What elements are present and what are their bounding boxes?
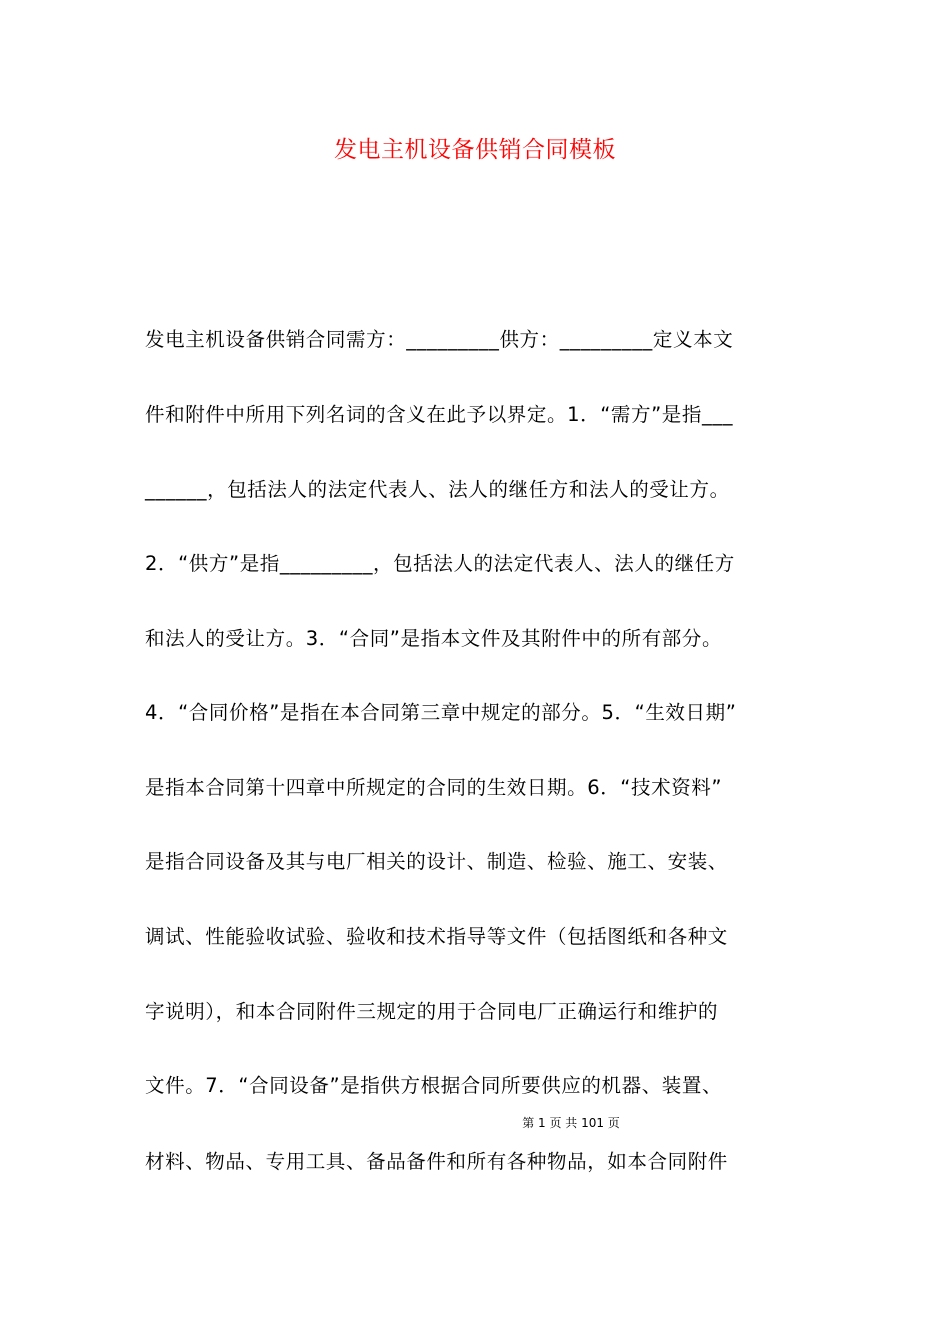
document-title: 发电主机设备供销合同模板 [334,137,616,163]
body-text-line: 2．“供方”是指_________，包括法人的法定代表人、法人的继任方 [145,552,735,575]
body-text-line: 材料、物品、专用工具、备品备件和所有各种物品，如本合同附件 [145,1150,728,1173]
body-text-line: 发电主机设备供销合同需方：_________供方：_________定义本文 [145,328,734,351]
page-number-footer: 第 1 页 共 101 页 [522,1116,620,1130]
body-text-line: 调试、性能验收试验、验收和技术指导等文件（包括图纸和各种文 [145,925,728,948]
body-text-line: 4．“合同价格”是指在本合同第三章中规定的部分。5．“生效日期” [145,701,737,724]
body-text-line: 文件。7．“合同设备”是指供方根据合同所要供应的机器、装置、 [145,1074,723,1097]
body-text-line: 和法人的受让方。3．“合同”是指本文件及其附件中的所有部分。 [145,627,723,650]
body-text-line: 是指合同设备及其与电厂相关的设计、制造、检验、施工、安装、 [145,850,728,873]
body-text-line: 件和附件中所用下列名词的含义在此予以界定。1．“需方”是指___ [145,403,734,426]
body-text-line: ______，包括法人的法定代表人、法人的继任方和法人的受让方。 [145,478,730,501]
body-text-line: 字说明），和本合同附件三规定的用于合同电厂正确运行和维护的 [145,1000,719,1023]
body-text-line: 是指本合同第十四章中所规定的合同的生效日期。6．“技术资料” [145,776,723,799]
